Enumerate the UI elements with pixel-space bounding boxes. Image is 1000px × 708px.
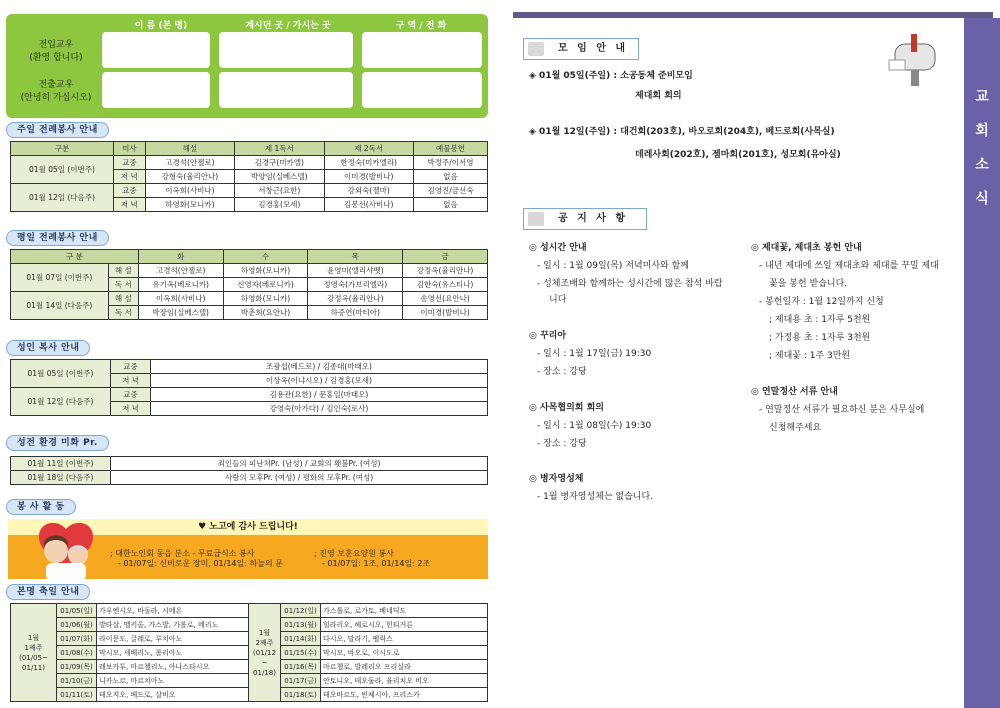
- cell: 김경홍(모세): [235, 198, 324, 212]
- date-cell: 01/09(목): [57, 660, 97, 674]
- feast-title: 본명 축일 안내: [6, 584, 90, 600]
- cell: 하영화(모니카): [223, 292, 308, 306]
- mass-cell: 저 녁: [113, 170, 145, 184]
- adult-table: [10, 359, 488, 416]
- saints-cell: 레보카투, 마르첼리노, 아나스타시오: [97, 660, 249, 674]
- cell: 이미경(발비나): [324, 170, 413, 184]
- date-cell: 01월 14일 (다음주): [11, 292, 109, 320]
- adult-title: 성인 복사 안내: [6, 340, 90, 356]
- feast-table: [10, 603, 488, 702]
- th: 구 분: [11, 250, 139, 264]
- transfer-out-label: 전출교우 (안녕히 가십시오): [20, 80, 92, 103]
- person-icon: [528, 42, 544, 56]
- th: 예물봉헌: [413, 142, 487, 156]
- volunteer-illustration: [26, 519, 106, 581]
- cell: 정영숙(가브리엘라): [308, 278, 403, 292]
- notice-b-0: ◎ 꾸리아: [529, 331, 567, 341]
- cell: 유기옥(베로니카): [138, 278, 223, 292]
- role-cell: 독 서: [108, 278, 138, 292]
- mass-cell: 교중: [113, 156, 145, 170]
- saints-cell: 막시모, 바오로, 이시도로: [321, 646, 488, 660]
- cell: 강정옥(율리안나): [308, 292, 403, 306]
- th: 해설: [145, 142, 234, 156]
- role-cell: 해 설: [108, 264, 138, 278]
- notice-f-1: - 연말정산 서류가 필요하신 분은 사무실에: [759, 405, 925, 415]
- role-cell: 독 서: [108, 306, 138, 320]
- cell: 박춘희(요안나): [223, 306, 308, 320]
- cell: 이상옥(이냐시오) / 김경홍(모세): [151, 374, 488, 388]
- meeting-line-1: ◈ 01월 05일(주일) : 소공동체 준비모임: [529, 71, 693, 81]
- date-cell: 01/08(수): [57, 646, 97, 660]
- cell: 한정숙(미카엘라): [324, 156, 413, 170]
- saints-cell: 니카노르, 마르치아노: [97, 674, 249, 688]
- th: 목: [308, 250, 403, 264]
- meeting-title-text: 모 임 안 내: [558, 43, 629, 54]
- meeting-line-3: ◈ 01월 12일(주일) : 대건회(203호), 바오로회(204호), 베드로회(사목실): [529, 127, 835, 137]
- notice-e-3: - 봉헌일자 : 1월 12일까지 신청: [759, 297, 884, 307]
- cell: 고경석(안젤로): [138, 264, 223, 278]
- mailbox-icon: [885, 30, 945, 88]
- cell: 윤영미(엘리샤벳): [308, 264, 403, 278]
- name-out-cell: [102, 72, 210, 108]
- notice-e-5: ; 가정용 초 : 1자루 3천원: [769, 333, 871, 343]
- date-cell: 01월 07일 (이번주): [11, 264, 109, 292]
- cell: 강외숙(젤마): [324, 184, 413, 198]
- area-in-cell: [362, 32, 482, 68]
- date-cell: 01/05(일): [57, 604, 97, 618]
- date-cell: 01월 05일 (이번주): [11, 156, 114, 184]
- cell: 김봉선(사비나): [324, 198, 413, 212]
- notice-e-0: ◎ 제대꽃, 제대초 봉헌 안내: [751, 243, 862, 253]
- cell: 김용관(요한) / 문홍일(마태오): [151, 388, 488, 402]
- place-out-cell: [219, 72, 353, 108]
- person-icon: [528, 212, 544, 226]
- th: 금: [403, 250, 488, 264]
- cell: 박양임(실베스텔): [235, 170, 324, 184]
- notice-title: [523, 208, 647, 230]
- cell: 김영진/금선숙: [413, 184, 487, 198]
- date-cell: 01월 12일 (다음주): [11, 388, 111, 416]
- date-cell: 01/11(토): [57, 688, 97, 702]
- cell: 사랑의 모후Pr. (여성) / 평화의 모후Pr. (여성): [111, 471, 488, 485]
- sidebar-char: 식: [975, 191, 989, 207]
- notice-c-2: - 장소 : 강당: [537, 439, 587, 449]
- mass-cell: 저 녁: [111, 374, 151, 388]
- service-title: 봉 사 활 동: [6, 499, 76, 515]
- notice-f-2: 신청해주세요: [769, 423, 822, 433]
- notice-d-1: - 1월 병자영성체는 없습니다.: [537, 492, 654, 502]
- cell: 김한숙(유스티나): [403, 278, 488, 292]
- date-cell: 01/07(화): [57, 632, 97, 646]
- notice-b-2: - 장소 : 강당: [537, 367, 587, 377]
- mass-cell: 교중: [113, 184, 145, 198]
- notice-b-1: - 일시 : 1월 17일(금) 19:30: [537, 349, 652, 359]
- weekday-table: [10, 249, 488, 320]
- date-cell: 01/15(수): [281, 646, 321, 660]
- mass-cell: 교중: [111, 388, 151, 402]
- sunday-title: 주일 전례봉사 안내: [6, 122, 109, 138]
- cell: 없음: [413, 198, 487, 212]
- date-cell: 01/06(월): [57, 618, 97, 632]
- saints-cell: 라이문도, 글레로, 루치아노: [97, 632, 249, 646]
- saints-cell: 다시오, 말라기, 펠릭스: [321, 632, 488, 646]
- sidebar-char: 회: [975, 123, 989, 139]
- date-cell: 01/10(금): [57, 674, 97, 688]
- date-cell: 01/12(일): [281, 604, 321, 618]
- header-place: 계시던 곳 / 가시는 곳: [245, 21, 331, 31]
- notice-f-0: ◎ 연말정산 서류 안내: [751, 387, 838, 397]
- notice-a-3: 니다: [549, 295, 567, 305]
- env-table: [10, 456, 488, 485]
- service-right-1: ; 진영 보훈요양원 봉사: [314, 549, 394, 558]
- notice-c-0: ◎ 사목협의회 회의: [529, 403, 604, 413]
- cell: 하영화(모니카): [145, 198, 234, 212]
- saints-cell: 가스톨로, 로가토, 베네딕도: [321, 604, 488, 618]
- cell: 이옥희(사비나): [138, 292, 223, 306]
- cell: 조광섭(베드로) / 김종대(마태오): [151, 360, 488, 374]
- notice-d-0: ◎ 병자영성체: [529, 474, 584, 484]
- saints-cell: 마르첼로, 발레리오 프리실라: [321, 660, 488, 674]
- saints-cell: 가우엔시오, 바돌라, 시메온: [97, 604, 249, 618]
- cell: 박정주/이서영: [413, 156, 487, 170]
- notice-c-1: - 일시 : 1월 08일(수) 19:30: [537, 421, 652, 431]
- date-cell: 01월 18일 (다음주): [11, 471, 111, 485]
- saints-cell: 안토니오, 테오둘라, 율리치오 비오: [321, 674, 488, 688]
- saints-cell: 힐라리오, 헤로시오, 힌티거른: [321, 618, 488, 632]
- notice-a-2: - 성체조배와 함께하는 성시간에 많은 참석 바랍: [537, 279, 723, 289]
- week1-cell: 1월 1째주 (01/05~ 01/11): [11, 604, 57, 702]
- date-cell: 01/13(월): [281, 618, 321, 632]
- date-cell: 01/14(화): [281, 632, 321, 646]
- meeting-line-4: 데레사회(202호), 젬마회(201호), 성모회(유아실): [635, 150, 841, 160]
- mass-cell: 교중: [111, 360, 151, 374]
- saints-cell: 막시모, 세베리노, 롤리아노: [97, 646, 249, 660]
- transfer-in-label: 전입교우 (환영 합니다): [29, 40, 83, 63]
- th: 미사: [113, 142, 145, 156]
- cell: 이옥희(사비나): [145, 184, 234, 198]
- right-page: [505, 0, 1000, 705]
- notice-e-1: - 내년 제대에 쓰일 제대초와 제대를 꾸밀 제대: [759, 261, 939, 271]
- saints-cell: 테오바르도, 빈체시아, 프리스카: [321, 688, 488, 702]
- th: 화: [138, 250, 223, 264]
- th: 수: [223, 250, 308, 264]
- place-in-cell: [219, 32, 353, 68]
- date-cell: 01월 11일 (이번주): [11, 457, 111, 471]
- service-left-2: - 01/07일: 신비로운 장미, 01/14일: 하늘의 문: [118, 559, 283, 568]
- sidebar-char: 교: [975, 89, 989, 105]
- date-cell: 01/17(금): [281, 674, 321, 688]
- date-cell: 01/18(토): [281, 688, 321, 702]
- cell: 박장임(실베스텔): [138, 306, 223, 320]
- cell: 송영선(요안나): [403, 292, 488, 306]
- notice-title-text: 공 지 사 항: [558, 213, 629, 224]
- sunday-table: [10, 141, 488, 212]
- notice-a-1: - 일시 : 1월 09일(목) 저녁미사와 함께: [537, 261, 689, 271]
- cell: 신영자(베로니카): [223, 278, 308, 292]
- cell: 하증연(마티아): [308, 306, 403, 320]
- cell: 서창근(요한): [235, 184, 324, 198]
- mass-cell: 저 녁: [113, 198, 145, 212]
- week2-cell: 1월 2째주 (01/12 ~ 01/18): [249, 604, 281, 702]
- top-bar: [513, 12, 993, 18]
- meeting-title: [523, 38, 639, 60]
- cell: 이미경(발비나): [403, 306, 488, 320]
- cell: 죄인들의 피난처Pr. (남성) / 교회의 횃불Pr. (여성): [111, 457, 488, 471]
- name-in-cell: [102, 32, 210, 68]
- area-out-cell: [362, 72, 482, 108]
- th: 구분: [11, 142, 114, 156]
- th: 제 1독서: [235, 142, 324, 156]
- cell: 강영숙(아가다) / 김인숙(로사): [151, 402, 488, 416]
- notice-a-0: ◎ 성시간 안내: [529, 243, 587, 253]
- date-cell: 01월 05일 (이번주): [11, 360, 111, 388]
- notice-e-6: ; 제대꽃 : 1주 3만원: [769, 351, 851, 361]
- cell: 없음: [413, 170, 487, 184]
- saints-cell: 테오지오, 베드로, 살비오: [97, 688, 249, 702]
- left-page: [0, 0, 500, 705]
- transfer-box: [6, 14, 488, 118]
- service-right-2: - 01/07일: 1조, 01/14일: 2조: [322, 559, 431, 568]
- notice-e-2: 꽃을 봉헌 받습니다.: [769, 279, 848, 289]
- date-cell: 01월 12일 (다음주): [11, 184, 114, 212]
- header-area: 구 역 / 전 화: [395, 21, 447, 31]
- cell: 고경석(안젤로): [145, 156, 234, 170]
- sidebar-char: 소: [975, 157, 989, 173]
- role-cell: 해 설: [108, 292, 138, 306]
- cell: 강형숙(율리안나): [145, 170, 234, 184]
- env-title: 성전 환경 미화 Pr.: [6, 435, 109, 451]
- th: 제 2독서: [324, 142, 413, 156]
- saints-cell: 발타살, 멜키올, 가스발, 가롤로, 메리노: [97, 618, 249, 632]
- mass-cell: 저 녁: [111, 402, 151, 416]
- cell: 강정옥(율리안나): [403, 264, 488, 278]
- notice-e-4: ; 제대용 초 : 1자루 5천원: [769, 315, 871, 325]
- cell: 하영화(모니카): [223, 264, 308, 278]
- weekday-title: 평일 전례봉사 안내: [6, 230, 109, 246]
- date-cell: 01/16(목): [281, 660, 321, 674]
- service-left-1: ; 대한노인회 동읍 분소 - 무료급식소 봉사: [110, 549, 255, 558]
- thanks-text: ♥ 노고에 감사 드립니다!: [8, 519, 488, 535]
- meeting-line-2: 제대회 회의: [635, 91, 682, 101]
- service-banner: [8, 519, 488, 579]
- header-name: 이 름 (본 명): [134, 21, 188, 31]
- cell: 김경구(미카엘): [235, 156, 324, 170]
